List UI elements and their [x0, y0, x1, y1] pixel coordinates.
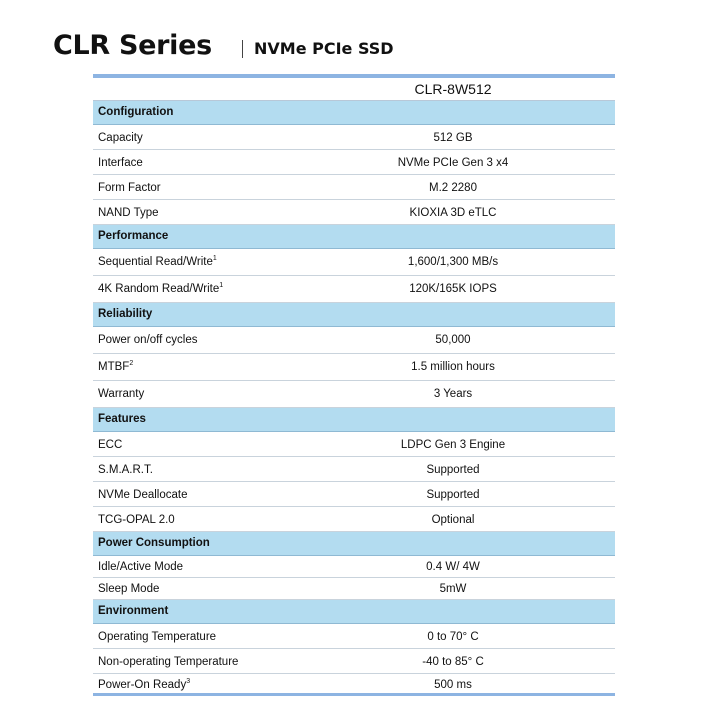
spec-value: 500 ms [434, 679, 472, 691]
spec-label-text: Power-On Ready [98, 679, 187, 691]
spec-label: Idle/Active Mode [98, 561, 184, 573]
spec-value: Optional [431, 514, 475, 526]
title-separator [242, 40, 243, 58]
spec-value: Supported [426, 489, 480, 501]
spec-label: Operating Temperature [98, 631, 217, 643]
spec-row-idle-active [93, 556, 615, 578]
section-header-performance [93, 225, 615, 249]
section-title: Reliability [98, 308, 153, 320]
footnote-marker: 1 [212, 255, 217, 263]
spec-value: 50,000 [435, 334, 471, 346]
spec-label-text: Sequential Read/Write [98, 256, 213, 268]
spec-row-tcg-opal [93, 507, 615, 532]
spec-value: 1,600/1,300 MB/s [407, 256, 499, 268]
series-title: CLR Series [53, 30, 212, 61]
spec-row-power-cycles [93, 327, 615, 354]
section-title: Configuration [98, 106, 174, 118]
spec-label: Interface [98, 157, 143, 169]
spec-label [98, 256, 217, 268]
section-header-environment [93, 600, 615, 624]
spec-value: LDPC Gen 3 Engine [400, 439, 506, 451]
spec-label: ECC [98, 439, 123, 451]
spec-label: NVMe Deallocate [98, 489, 188, 501]
spec-row-random [93, 276, 615, 303]
spec-value: 0.4 W/ 4W [426, 561, 480, 573]
model-name: CLR-8W512 [414, 81, 492, 97]
spec-label: Capacity [98, 132, 143, 144]
product-subtitle: NVMe PCIe SSD [254, 39, 394, 58]
spec-row-interface [93, 150, 615, 175]
footnote-marker: 2 [129, 360, 134, 368]
spec-row-capacity [93, 125, 615, 150]
spec-label: Form Factor [98, 182, 161, 194]
spec-value: 1.5 million hours [411, 361, 495, 373]
footnote-marker: 3 [186, 678, 191, 686]
spec-value: NVMe PCIe Gen 3 x4 [397, 157, 509, 169]
section-title: Features [98, 413, 146, 425]
spec-row-sequential [93, 249, 615, 276]
spec-row-smart [93, 457, 615, 482]
spec-row-operating-temp [93, 624, 615, 649]
spec-table [93, 78, 615, 695]
spec-value: 120K/165K IOPS [409, 283, 497, 295]
spec-value: 3 Years [433, 388, 473, 400]
spec-row-power-on-ready [93, 674, 615, 695]
spec-row-sleep-mode [93, 578, 615, 600]
spec-label-text: 4K Random Read/Write [98, 283, 220, 295]
model-header-row [93, 78, 615, 101]
spec-row-form-factor [93, 175, 615, 200]
spec-row-nand-type [93, 200, 615, 225]
spec-label: Power on/off cycles [98, 334, 198, 346]
spec-label [98, 283, 223, 295]
section-header-configuration [93, 101, 615, 125]
spec-value: 512 GB [433, 132, 473, 144]
spec-label: Sleep Mode [98, 583, 160, 595]
document-header [0, 0, 713, 80]
spec-value: -40 to 85° C [422, 656, 484, 668]
section-title: Power Consumption [98, 537, 210, 549]
spec-label: TCG-OPAL 2.0 [98, 514, 175, 526]
spec-value: Supported [426, 464, 480, 476]
spec-label: Non-operating Temperature [98, 656, 239, 668]
spec-row-nvme-deallocate [93, 482, 615, 507]
spec-label: NAND Type [98, 207, 159, 219]
spec-value: 5mW [439, 583, 467, 595]
section-header-reliability [93, 303, 615, 327]
footnote-marker: 1 [219, 282, 224, 290]
spec-value: 0 to 70° C [427, 631, 479, 643]
spec-label [98, 361, 133, 373]
section-title: Performance [98, 230, 169, 242]
section-header-power-consumption [93, 532, 615, 556]
bottom-rule [93, 693, 615, 696]
spec-label: S.M.A.R.T. [98, 464, 153, 476]
spec-label [98, 679, 190, 691]
section-title: Environment [98, 605, 169, 617]
spec-row-nonoperating-temp [93, 649, 615, 674]
spec-value: KIOXIA 3D eTLC [409, 207, 497, 219]
spec-label: Warranty [98, 388, 145, 400]
spec-value: M.2 2280 [429, 182, 477, 194]
spec-row-mtbf [93, 354, 615, 381]
spec-label-text: MTBF [98, 361, 130, 373]
section-header-features [93, 408, 615, 432]
spec-row-warranty [93, 381, 615, 408]
spec-row-ecc [93, 432, 615, 457]
